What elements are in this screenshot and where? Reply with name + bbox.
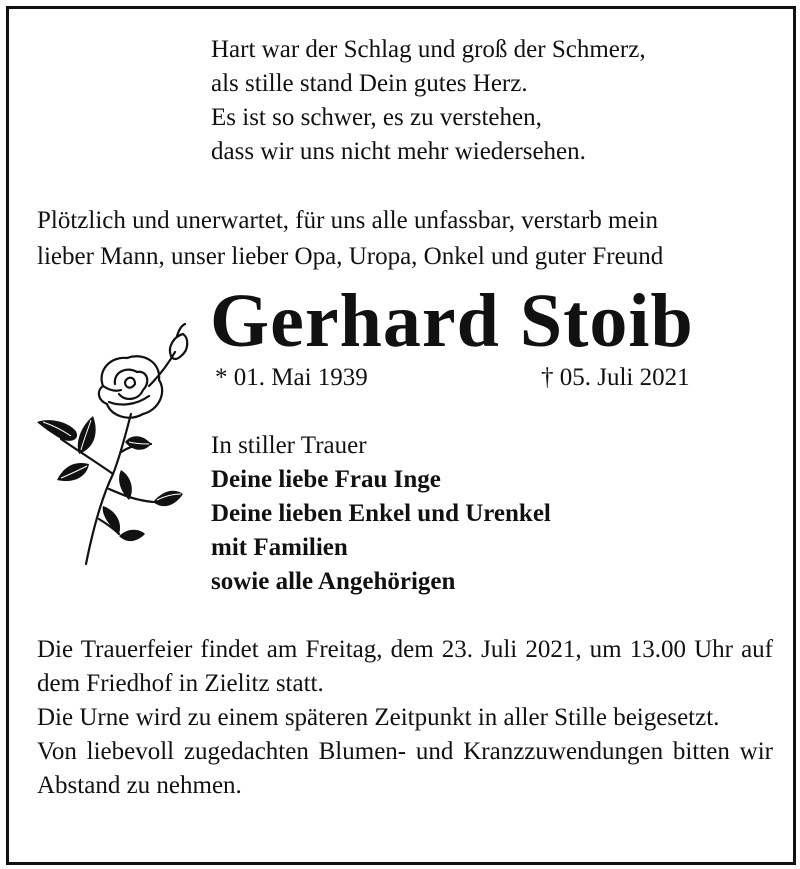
mourning-heading: In stiller Trauer xyxy=(211,432,367,459)
death-date: † 05. Juli 2021 xyxy=(541,364,690,391)
deceased-name: Gerhard Stoib xyxy=(210,279,694,363)
announcement-text xyxy=(37,203,773,275)
poem-line: Hart war der Schlag und groß der Schmerz, xyxy=(211,36,646,63)
mourner-line: Deine lieben Enkel und Urenkel xyxy=(211,500,551,527)
obituary-notice xyxy=(6,6,796,865)
poem-line: dass wir uns nicht mehr wiedersehen. xyxy=(211,138,586,165)
announcement-line: Plötzlich und unerwartet, für uns alle unfassbar, verstarb mein xyxy=(37,207,659,234)
mourners-block xyxy=(211,429,551,599)
birth-date: * 01. Mai 1939 xyxy=(215,364,368,391)
poem-line: als stille stand Dein gutes Herz. xyxy=(211,70,528,97)
mourner-line: mit Familien xyxy=(211,534,348,561)
memorial-poem xyxy=(211,33,646,169)
rose-icon xyxy=(31,314,191,569)
announcement-line: lieber Mann, unser lieber Opa, Uropa, Onkel und guter Freund xyxy=(37,243,664,270)
mourner-line: Deine liebe Frau Inge xyxy=(211,466,441,493)
poem-line: Es ist so schwer, es zu verstehen, xyxy=(211,104,542,131)
service-paragraph: Von liebevoll zugedachten Blumen- und Kranzzuwendungen bitten wir Abstand zu nehmen. xyxy=(37,738,773,799)
service-info xyxy=(37,633,773,803)
mourner-line: sowie alle Angehörigen xyxy=(211,568,456,595)
service-paragraph: Die Urne wird zu einem späteren Zeitpunkt in aller Stille beigesetzt. xyxy=(37,704,720,731)
service-paragraph: Die Trauerfeier findet am Freitag, dem 23. Juli 2021, um 13.00 Uhr auf dem Friedhof in Zielitz statt. xyxy=(37,636,773,697)
